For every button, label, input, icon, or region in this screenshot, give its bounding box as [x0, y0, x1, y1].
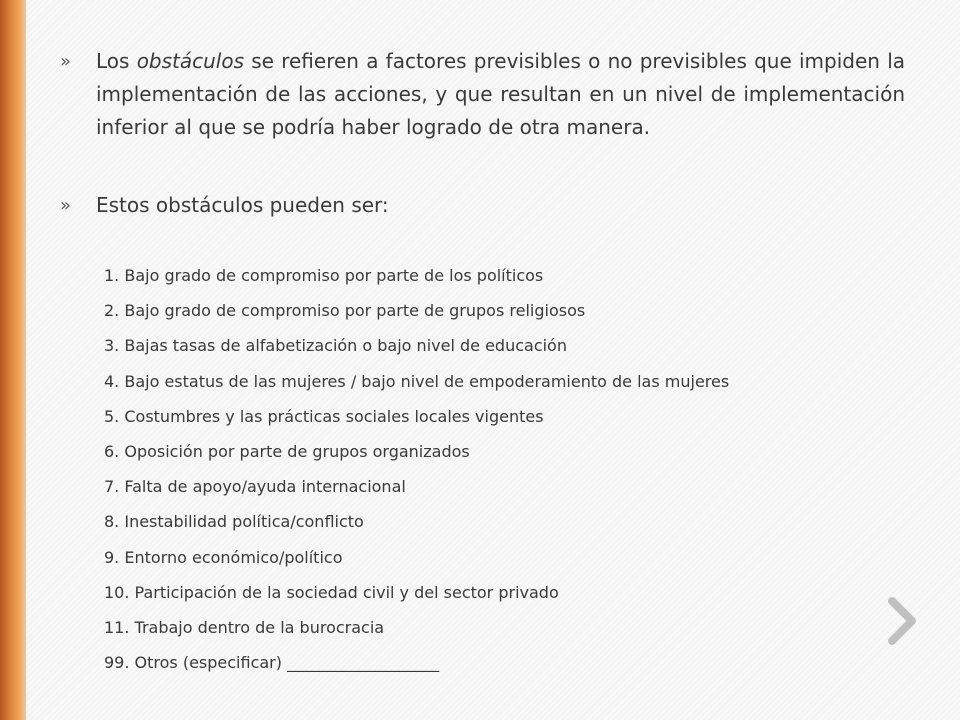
list-item: 2. Bajo grado de compromiso por parte de grupos religiosos: [104, 301, 586, 321]
list-item: 1. Bajo grado de compromiso por parte de los políticos: [104, 266, 544, 285]
list-item: 11. Trabajo dentro de la burocracia: [104, 617, 385, 637]
list-item: 10. Participación de la sociedad civil y del sector privado: [104, 582, 559, 602]
bullet-definition: [60, 45, 905, 144]
bullet-intro: [60, 189, 905, 222]
list-item: 9. Entorno económico/político: [104, 547, 343, 567]
bullet-marker: »: [60, 51, 72, 72]
list-item: 3. Bajas tasas de alfabetización o bajo nivel de educación: [104, 336, 567, 356]
list-item: 99. Otros (especificar) ___________________: [104, 653, 440, 673]
chevron-right-icon: [884, 596, 920, 646]
definition-text-start: Los: [96, 49, 137, 73]
list-item: 7. Falta de apoyo/ayuda internacional: [104, 477, 406, 497]
list-item: 8. Inestabilidad política/conflicto: [104, 512, 364, 532]
intro-text: Estos obstáculos pueden ser:: [96, 193, 389, 217]
list-item: 6. Oposición por parte de grupos organizados: [104, 441, 470, 461]
definition-text-end: se refieren a factores previsibles o no previsibles que impiden la implementación de las acciones, y que resultan en un nivel de implementación inferior al que se podría haber logrado de otra manera.: [96, 49, 906, 139]
list-item: 4. Bajo estatus de las mujeres / bajo nivel de empoderamiento de las mujeres: [104, 371, 730, 391]
obstacles-list: [104, 258, 729, 680]
definition-text: [96, 45, 905, 144]
bullet-marker: »: [60, 195, 72, 216]
definition-emphasis: obstáculos: [136, 49, 245, 73]
list-item: 5. Costumbres y las prácticas sociales locales vigentes: [104, 406, 544, 426]
next-slide-button[interactable]: [884, 596, 920, 646]
accent-bar: [0, 0, 26, 720]
